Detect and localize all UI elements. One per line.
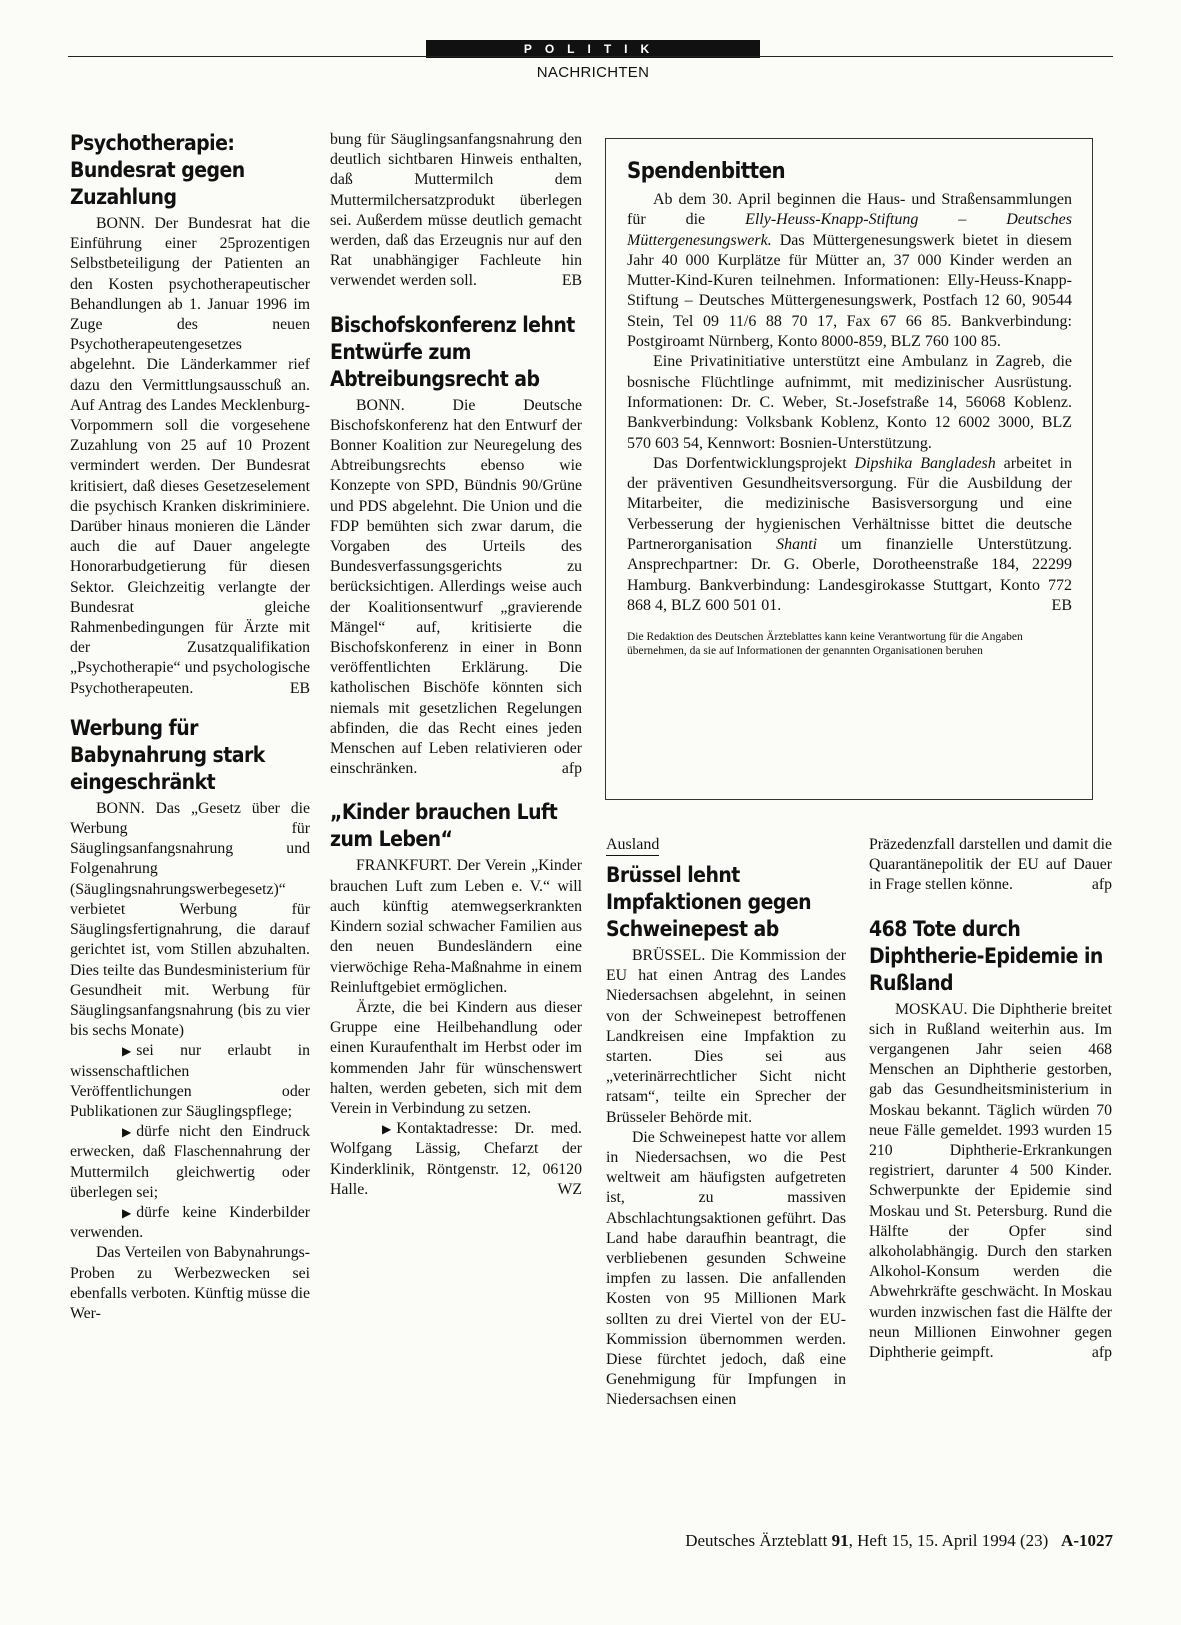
section-label: POLITIK xyxy=(426,40,760,58)
bullet-item: ▶ dürfe nicht den Eindruck erwecken, daß Flaschennahrung der Muttermilch gleichwertig oder überlegen sei; xyxy=(70,1123,310,1201)
author-signature: afp xyxy=(1091,876,1112,894)
article-continuation-babynahrung: bung für Säuglingsanfangsnahrung den deutlich sichtbaren Hinweis enthalten, daß Muttermilch dem Muttermilchersatzprodukt überlegen sei. Außerdem müsse deutlich gemacht werden, daß das Erzeugnis nur auf den Rat unabhängiger Fachleute hin verwendet werden soll. EB xyxy=(330,130,582,292)
author-signature: WZ xyxy=(557,1180,582,1198)
author-signature: afp xyxy=(561,760,582,778)
article-text: BONN. Der Bundesrat hat die Einführung einer 25prozentigen Selbstbeteiligung der Patienten an den Kosten psychotherapeutischer Behandlungen ab 1. Januar 1996 im Zuge des neuen Psychotherapeutengesetzes abgelehnt. Die Länderkammer rief dazu den Vermittlungsausschuß an. Auf Antrag des Landes Mecklenburg-Vorpommern soll die vorgesehene Zuzahlung von 25 auf 10 Prozent vermindert werden. Der Bundesrat kritisiert, daß dieses Gesetzeselement die psychisch Kranken diskriminiere. Darüber hinaus monieren die Länder auch die auf Dauer angelegte Honorarbudgetierung für diesen Sektor. Gleichzeitig verlangte der Bundesrat gleiche Rahmenbedingungen für Ärzte mit der Zusatzqualifikation „Psychotherapie“ und psychologische Psychotherapeuten. xyxy=(70,215,310,697)
article-continuation-schweinepest: Präzedenzfall darstellen und damit die Quarantänepolitik der EU auf Dauer in Frage stellen könne. afp xyxy=(869,835,1112,896)
article-body-schweinepest-2: Die Schweinepest hatte vor allem in Niedersachsen, wo die Pest weltweit am häufigsten aufgetreten ist, zu massiven Abschlachtungsaktionen geführt. Das Land habe daraufhin beantragt, die verbliebenen gesunden Schweine impfen zu lassen. Die anfallenden Kosten von 95 Millionen Mark sollten zu drei Viertel von der EU-Kommission übernommen werden. Diese fürchtet jedoch, daß eine Genehmigung für Impfungen in Niedersachsen einen xyxy=(606,1128,846,1409)
spendenbitten-box xyxy=(605,138,1093,800)
triangle-bullet-icon: ▶ xyxy=(382,1122,392,1137)
bullet-item: ▶ sei nur erlaubt in wissenschaftlichen Veröffentlichungen oder Publikationen zur Säuglingspflege; xyxy=(70,1042,310,1120)
page-footer xyxy=(580,1531,1113,1551)
triangle-bullet-icon: ▶ xyxy=(122,1125,132,1140)
article-body-kinder-luft: FRANKFURT. Der Verein „Kinder brauchen Luft zum Leben e. V.“ will auch künftig atemwegserkrankten Kindern sozial schwacher Familien aus den neuen Bundesländern eine vierwöchige Reha-Maßnahme in einem Reinluftgebiet ermöglichen. xyxy=(330,857,582,996)
author-signature: EB xyxy=(289,679,310,697)
page-number: A-1027 xyxy=(1061,1531,1113,1550)
article-title-diphtherie: 468 Tote durch Diphtherie-Epidemie in Rußland xyxy=(869,916,1103,995)
triangle-bullet-icon: ▶ xyxy=(122,1044,132,1059)
article-title-schweinepest: Brüssel lehnt Impfaktionen gegen Schweinepest ab xyxy=(606,863,812,941)
article-title-kinder-luft: „Kinder brauchen Luft zum Leben“ xyxy=(330,800,558,852)
triangle-bullet-icon: ▶ xyxy=(122,1205,132,1220)
column-2 xyxy=(330,130,582,1200)
box-paragraph-2: Eine Privatinitiative unterstützt eine Ambulanz in Zagreb, die bosnische Flüchtlinge aufnimmt, mit medizinischer Ausrüstung. Informationen: Dr. C. Weber, St.-Josefstraße 14, 56068 Koblenz. Bankverbindung: Volksbank Koblenz, Konto 12 6002 3000, BLZ 570 603 54, Kennwort: Bosnien-Unterstützung. xyxy=(627,353,1072,452)
section-kicker: Ausland xyxy=(606,835,659,856)
author-signature: EB xyxy=(561,272,582,290)
bullet-item: ▶ dürfe keine Kinderbilder verwenden. xyxy=(70,1203,310,1242)
author-signature: afp xyxy=(1091,1344,1112,1362)
subsection-label: NACHRICHTEN xyxy=(536,64,650,81)
article-body-kinder-luft-2: Ärzte, die bei Kindern aus dieser Gruppe eine Heilbehandlung oder einen Kuraufenthalt im Herbst oder im kommenden Jahr für wünschenswert halten, werden gebeten, sich mit dem Verein in Verbindung zu setzen. xyxy=(330,998,582,1117)
article-body-bischofskonferenz: BONN. Die Deutsche Bischofskonferenz hat den Entwurf der Bonner Koalition zur Neuregelung des Abtreibungsrechts ebenso wie Konzepte von SPD, Bündnis 90/Grüne und PDS abgelehnt. Die Union und die FDP bemühten sich zwar darum, die Vorgaben des Urteils des Bundesverfassungsgerichts zu berücksichtigen. Allerdings weise auch der Koalitionsentwurf „gravierende Mängel“ auf, kritisierte die Bischofskonferenz in einer in Bonn veröffentlichten Erklärung. Die katholischen Bischöfe könnten sich niemals mit gesetzlichen Regelungen abfinden, die das Recht eines jeden Menschen auf Leben relativieren oder einschränken. afp xyxy=(330,396,582,780)
article-body-babynahrung: BONN. Das „Gesetz über die Werbung für Säuglingsanfangsnahrung und Folgenahrung (Säuglingsnahrungswerbegesetz)“ verbietet Werbung für Säuglingsfertignahrung, die darauf gerichtet ist, vom Stillen abzuhalten. Dies teilte das Bundesministerium für Gesundheit mit. Werbung für Säuglingsanfangsnahrung (bis zu vier bis sechs Monate) xyxy=(70,799,310,1040)
box-paragraph-3: Das Dorfentwicklungsprojekt Dipshika Bangladesh arbeitet in der präventiven Gesundheitsversorgung. Für die Ausbildung der Mitarbeiter, die medizinische Basisversorgung und eine Verbesserung der hygienischen Verhältnisse bittet die deutsche Partnerorganisation Shanti um finanzielle Unterstützung. Ansprechpartner: Dr. G. Oberle, Dorotheenstraße 184, 22299 Hamburg. Bankverbindung: Landesgirokasse Stuttgart, Konto 772 868 4, BLZ 600 501 01. EB xyxy=(627,454,1072,616)
article-title-bischofskonferenz: Bischofskonferenz lehnt Entwürfe zum Abtreibungsrecht ab xyxy=(330,312,575,391)
contact-address: ▶ Kontaktadresse: Dr. med. Wolfgang Lässig, Chefarzt der Kinderklinik, Röntgenstr. 12, 06120 Halle. WZ xyxy=(330,1119,582,1200)
box-disclaimer: Die Redaktion des Deutschen Ärzteblattes kann keine Verantwortung für die Angaben übernehmen, da sie auf Informationen der genannten Organisationen beruhen xyxy=(627,631,1023,658)
issue-info: , Heft 15, 15. April 1994 (23) xyxy=(848,1531,1049,1550)
article-body-babynahrung-2: Das Verteilen von Babynahrungs-Proben zu Werbezwecken sei ebenfalls verboten. Künftig müsse die Wer- xyxy=(70,1244,310,1322)
article-body-diphtherie: MOSKAU. Die Diphtherie breitet sich in Rußland weiterhin aus. Im vergangenen Jahr seien 468 Menschen an Diphtherie gestorben, gab das Gesundheitsministerium in Moskau bekannt. Täglich würden 70 neue Fälle gemeldet. 1993 wurden 15 210 Diphtherie-Erkrankungen registriert, darunter 4 500 Kinder. Schwerpunkte der Epidemie sind Moskau und St. Petersburg. Rund die Hälfte der Opfer sind alkoholabhängig. Durch den starken Alkohol-Konsum werden die Abwehrkräfte geschwächt. In Moskau wurden inzwischen fast die Hälfte der neun Millionen Einwohner gegen Diphtherie geimpft. afp xyxy=(869,1000,1112,1364)
column-3 xyxy=(606,835,846,1411)
author-signature: EB xyxy=(1051,596,1072,614)
column-1 xyxy=(70,130,310,1324)
header-rule xyxy=(68,56,1113,57)
journal-volume: 91 xyxy=(831,1531,849,1550)
journal-name: Deutsches Ärzteblatt xyxy=(685,1531,828,1550)
article-body-schweinepest: BRÜSSEL. Die Kommission der EU hat einen Antrag des Landes Niedersachsen abgelehnt, in seinen von der Schweinepest betroffenen Landkreisen eine Impfaktion zu starten. Dies sei aus „veterinärrechtlicher Sicht nicht ratsam“, teilte ein Sprecher der Brüsseler Behörde mit. xyxy=(606,947,846,1126)
article-title-psychotherapie: Psychotherapie: Bundesrat gegen Zuzahlung xyxy=(70,131,245,209)
box-title: Spendenbitten xyxy=(627,159,786,184)
article-title-babynahrung: Werbung für Babynahrung stark eingeschränkt xyxy=(70,715,265,794)
column-4 xyxy=(869,835,1112,1363)
box-paragraph-1: Ab dem 30. April beginnen die Haus- und Straßensammlungen für die Elly-Heuss-Knapp-Stiftung – Deutsches Müttergenesungswerk. Das Müttergenesungswerk bietet in diesem Jahr 40 000 Kurplätze für Mütter an, 37 000 Kinder werden an Mutter-Kind-Kuren teilnehmen. Informationen: Elly-Heuss-Knapp-Stiftung – Deutsches Müttergenesungswerk, Postfach 12 60, 90544 Stein, Tel 09 11/6 88 70 17, Fax 67 66 85. Bankverbindung: Postgiroamt Nürnberg, Konto 8000-859, BLZ 760 100 85. xyxy=(627,191,1072,351)
article-body-psychotherapie xyxy=(70,214,310,699)
